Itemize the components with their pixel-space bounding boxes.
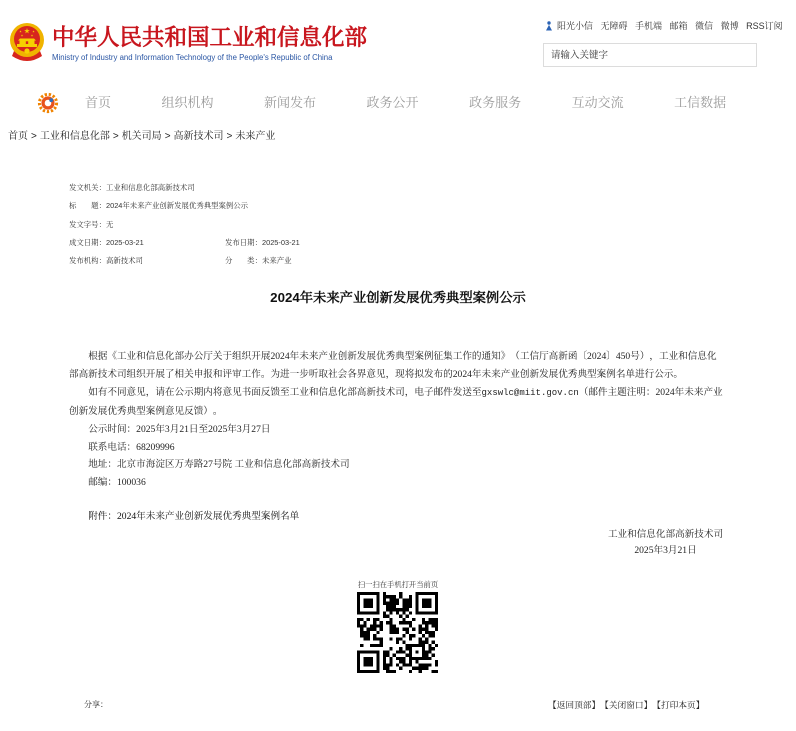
meta-row — [69, 179, 381, 197]
print-page-link[interactable]: 【打印本页】 — [652, 700, 705, 710]
meta-label-publisher: 发布机构： — [69, 256, 106, 266]
meta-field — [69, 252, 225, 270]
breadcrumb-separator: > — [31, 131, 37, 142]
top-link-wechat[interactable]: 微信 — [695, 21, 714, 31]
meta-title: 2024年未来产业创新发展优秀典型案例公示 — [105, 201, 249, 211]
meta-issuer: 工业和信息化部高新技术司 — [105, 183, 195, 192]
nav-item-services[interactable]: 政务服务 — [469, 95, 522, 110]
document-title: 2024年未来产业创新发展优秀典型案例公示 — [270, 290, 526, 305]
share-label: 分享： — [84, 700, 108, 709]
breadcrumb-item-home[interactable]: 首页 — [8, 131, 28, 142]
signature-block — [600, 527, 731, 559]
top-link-weibo[interactable]: 微博 — [720, 21, 739, 31]
site-logo-link[interactable] — [0, 0, 372, 70]
document-body — [69, 348, 725, 526]
attachment-link[interactable]: 2024年未来产业创新发展优秀典型案例名单 — [116, 511, 300, 523]
paragraph-text: （邮件主题注明：2024年未来产业创新发展优秀典型案例意见反馈）。 — [69, 386, 723, 417]
postal-code: 邮编：100036 — [88, 477, 146, 489]
meta-field — [225, 252, 381, 270]
qr-caption: 扫一扫在手机打开当前页 — [357, 580, 439, 589]
close-window-link[interactable]: 【关闭窗口】 — [600, 700, 653, 710]
meta-label-doc-number: 发文字号： — [69, 219, 106, 229]
feedback-email: gxswlc@miit.gov.cn — [481, 387, 579, 398]
body-paragraph: 根据《工业和信息化部办公厅关于组织开展2024年未来产业创新发展优秀典型案例征集工作的通知》（工信厅高新函〔2024〕450号），工业和信息化部高新技术司组织开展了相关申报和评审工作。为进一步听取社会各界意见，现将拟发布的2024年未来产业创新发展优秀典型案例名单进行公示。 — [69, 351, 717, 380]
top-link-label: 阳光小信 — [557, 21, 594, 31]
meta-doc-number: 无 — [105, 219, 114, 229]
national-emblem-icon — [9, 22, 45, 62]
top-link-mobile[interactable]: 手机端 — [635, 21, 663, 31]
breadcrumb-separator: > — [226, 131, 233, 142]
meta-publish-date: 2025-03-21 — [261, 237, 300, 247]
top-link-rss[interactable]: RSS订阅 — [746, 21, 783, 31]
main-nav — [85, 94, 726, 112]
top-link-email[interactable]: 邮箱 — [669, 21, 688, 31]
breadcrumb-item-ministry[interactable]: 工业和信息化部 — [39, 131, 110, 142]
nav-item-organization[interactable]: 组织机构 — [161, 95, 214, 110]
site-subtitle: Ministry of Industry and Information Technology of the People's Republic of China — [52, 53, 333, 62]
meta-label-category: 分 类： — [225, 256, 262, 266]
meta-field — [225, 234, 381, 252]
nav-item-interaction[interactable]: 互动交流 — [571, 95, 624, 110]
person-icon — [545, 21, 553, 31]
search-input[interactable] — [543, 43, 757, 67]
meta-row — [69, 197, 381, 215]
breadcrumb-item-departments[interactable]: 机关司局 — [121, 131, 162, 142]
notice-period: 公示时间：2025年3月21日至2025年3月27日 — [88, 423, 271, 435]
contact-address: 地址：北京市海淀区万寿路27号院 工业和信息化部高新技术司 — [88, 459, 350, 471]
signature-organization: 工业和信息化部高新技术司 — [607, 529, 724, 540]
site-title: 中华人民共和国工业和信息化部 — [52, 25, 368, 50]
qr-code — [357, 592, 438, 673]
top-link-accessibility[interactable]: 无障碍 — [600, 21, 628, 31]
contact-phone: 联系电话：68209996 — [88, 441, 175, 453]
page-actions — [548, 699, 704, 711]
nav-item-home[interactable]: 首页 — [85, 95, 112, 110]
meta-written-date: 2025-03-21 — [105, 237, 144, 247]
breadcrumb-item-future-industry[interactable]: 未来产业 — [235, 131, 276, 142]
paragraph-text: 如有不同意见，请在公示期内将意见书面反馈至工业和信息化部高新技术司，电子邮件发送至 — [88, 386, 482, 398]
meta-label-written-date: 成文日期： — [69, 237, 106, 247]
document-metadata — [69, 179, 381, 270]
meta-field — [69, 234, 225, 252]
nav-item-government-affairs[interactable]: 政务公开 — [366, 95, 419, 110]
meta-category: 未来产业 — [261, 256, 292, 266]
back-to-top-link[interactable]: 【返回顶部】 — [548, 700, 601, 710]
meta-row — [69, 252, 381, 270]
meta-label-title: 标 题： — [69, 201, 106, 211]
breadcrumb-item-hitech-dept[interactable]: 高新技术司 — [173, 131, 224, 142]
meta-label-publish-date: 发布日期： — [225, 237, 262, 247]
nav-item-data[interactable]: 工信数据 — [674, 95, 727, 110]
gear-logo-icon — [37, 92, 59, 114]
body-paragraph — [69, 384, 725, 421]
attachment-line — [69, 508, 725, 526]
top-link-sunshine[interactable] — [545, 20, 593, 32]
meta-publisher: 高新技术司 — [105, 256, 143, 266]
signature-date: 2025年3月21日 — [634, 545, 697, 556]
meta-row — [69, 234, 381, 252]
breadcrumb — [8, 130, 275, 144]
breadcrumb-separator: > — [164, 131, 171, 142]
meta-row — [69, 216, 381, 234]
utility-links — [545, 20, 783, 32]
nav-item-news[interactable]: 新闻发布 — [264, 95, 317, 110]
breadcrumb-separator: > — [112, 131, 119, 142]
attachment-label: 附件： — [88, 511, 117, 523]
meta-label-issuer: 发文机关： — [69, 183, 106, 192]
